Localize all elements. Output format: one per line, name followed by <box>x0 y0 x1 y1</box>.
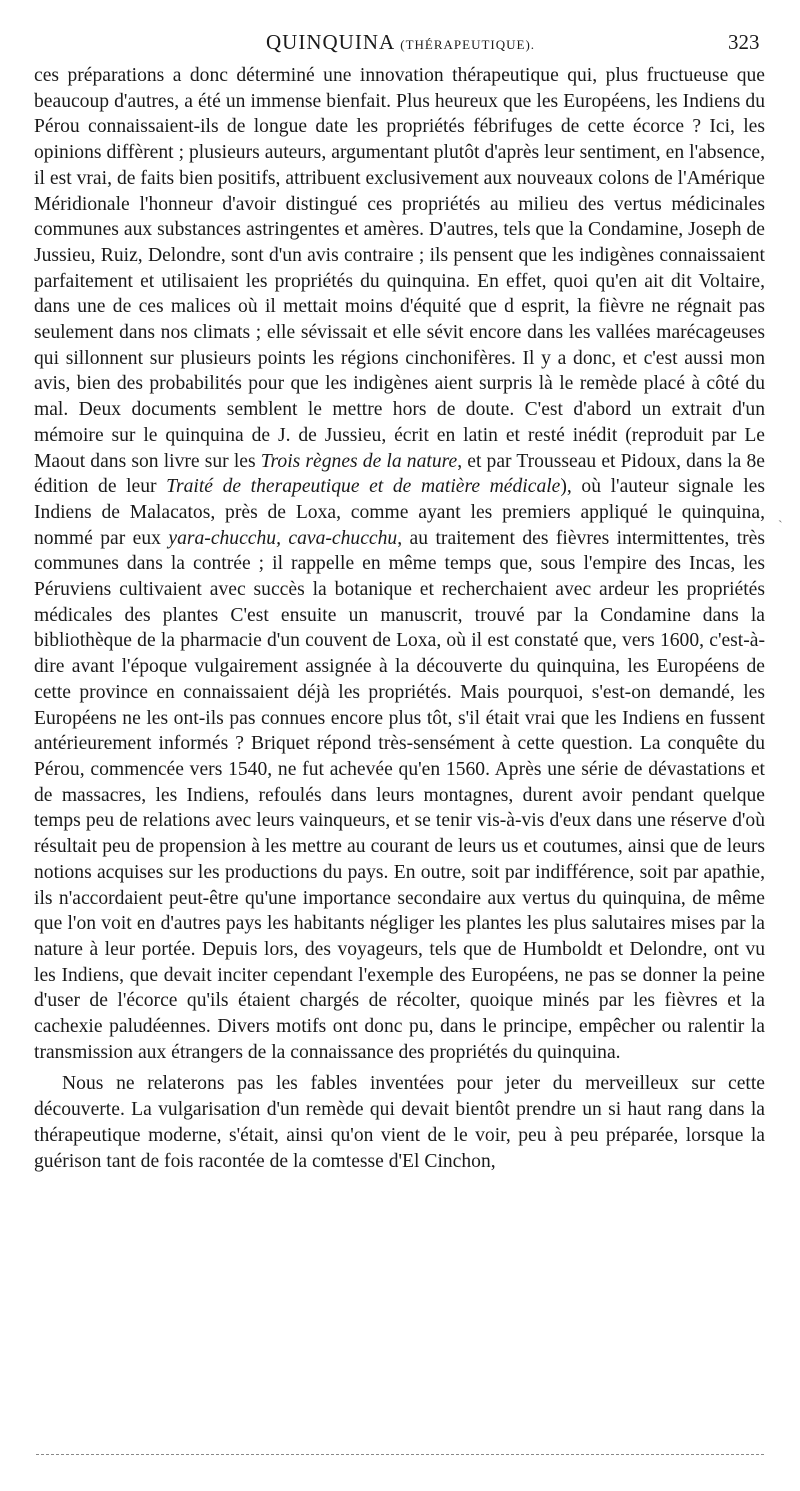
paragraph-1-part-b: , et par Trousseau et Pidoux, dans la 8e édition de leur <box>34 450 765 498</box>
running-header <box>0 30 800 56</box>
book-title-traite: Traité de therapeutique et de matière médicale <box>166 476 561 498</box>
page-number: 323 <box>728 30 760 54</box>
body-text <box>34 63 765 1174</box>
paragraph-1-part-d: , au traitement des fièvres intermittentes, très communes dans la contrée ; il rappelle en même temps que, sous l'empire des Incas, les Péruviens cultivaient avec succès la botanique et recherchaient avec ardeur les propriétés médicales des plantes C'est ensuite un manuscrit, trouvé par la Condamine dans la bibliothèque de la pharmacie d'un couvent de Loxa, où il est constaté que, vers 1600, c'est-à-dire avant l'époque vulgairement assignée à la découverte du quinquina, les Européens de cette province en connaissaient déjà les propriétés. Mais pourquoi, s'est-on demandé, les Européens ne les ont-ils pas connues encore plus tôt, s'il était vrai que les Indiens en fussent antérieurement informés ? Briquet répond très-sensément à cette question. La conquête du Pérou, commencée vers 1540, ne fut achevée qu'en 1560. Après une série de dévastations et de massacres, les Indiens, refoulés dans leurs montagnes, durent avoir pendant quelque temps peu de relations avec leurs vainqueurs, et se tenir vis-à-vis d'eux dans une réserve d'où résultait peu de propension à les mettre au courant de leurs us et coutumes, ainsi que de leurs notions acquises sur les productions du pays. En outre, soit par indifférence, soit par apathie, ils n'accordaient peut-être qu'une importance secondaire aux vertus du quinquina, de même que l'on voit en d'autres pays les habitants négliger les plantes les plus salutaires mises par la nature à leur portée. Depuis lors, des voyageurs, tels que de Humboldt et Delondre, ont vu les Indiens, que devait inciter cependant l'exemple des Européens, ne pas se donner la peine d'user de l'écorce qu'ils étaient chargés de récolter, quoique minés par les fièvres et la cachexie paludéennes. Divers motifs ont donc pu, dans le principe, empêcher ou ralentir la transmission aux étrangers de la connaissance des propriétés du quinquina. <box>34 527 765 1063</box>
paragraph-1 <box>34 63 765 1065</box>
plant-names: yara-chucchu, cava-chucchu <box>168 527 398 549</box>
paragraph-2: Nous ne relaterons pas les fables inventées pour jeter du merveilleux sur cette découverte. La vulgarisation d'un remède qui devait bientôt prendre un si haut rang dans la thérapeutique moderne, s'était, ainsi qu'on vient de le voir, peu à peu préparée, lorsque la guérison tant de fois racontée de la comtesse d'El Cinchon, <box>34 1073 765 1172</box>
header-subtitle: (THÉRAPEUTIQUE). <box>400 37 536 52</box>
book-title-trois-regnes: Trois règnes de la nature <box>260 450 458 472</box>
paragraph-1-part-c: ), où l'auteur signale les Indiens de Malacatos, près de Loxa, comme ayant les premiers appliqué le quinquina, nommé par eux <box>34 476 765 549</box>
margin-mark: ˋ <box>778 519 783 534</box>
header-title: QUINQUINA <box>266 30 394 54</box>
footer-rule <box>36 1454 764 1455</box>
paragraph-1-part-a: ces préparations a donc déterminé une innovation thérapeutique qui, plus fructueuse que beaucoup d'autres, a été un immense bienfait. Plus heureux que les Européens, les Indiens du Pérou connaissaient-ils de longue date les propriétés fébrifuges de cette écorce ? Ici, les opinions diffèrent ; plusieurs auteurs, argumentant plutôt d'après leur sentiment, en l'absence, il est vrai, de faits bien positifs, attribuent exclusivement aux nouveaux colons de l'Amérique Méridionale l'honneur d'avoir distingué ces propriétés au milieu des vertus médicinales communes aux substances astringentes et amères. D'autres, tels que la Condamine, Joseph de Jussieu, Ruiz, Delondre, sont d'un avis contraire ; ils pensent que les indigènes connaissaient parfaitement et utilisaient les propriétés du quinquina. En effet, quoi qu'en ait dit Voltaire, dans une de ces malices où il mettait moins d'équité que d esprit, la fièvre ne régnait pas seulement dans nos climats ; elle sévissait et elle sévit encore dans les vallées marécageuses qui sillonnent sur plusieurs points les régions cinchonifères. Il y a donc, et c'est aussi mon avis, bien des probabilités pour que les indigènes aient surpris là le remède placé à côté du mal. Deux documents semblent le mettre hors de doute. C'est d'abord un extrait d'un mémoire sur le quinquina de J. de Jussieu, écrit en latin et resté inédit (reproduit par Le Maout dans son livre sur les <box>34 65 765 472</box>
running-title <box>266 30 535 55</box>
